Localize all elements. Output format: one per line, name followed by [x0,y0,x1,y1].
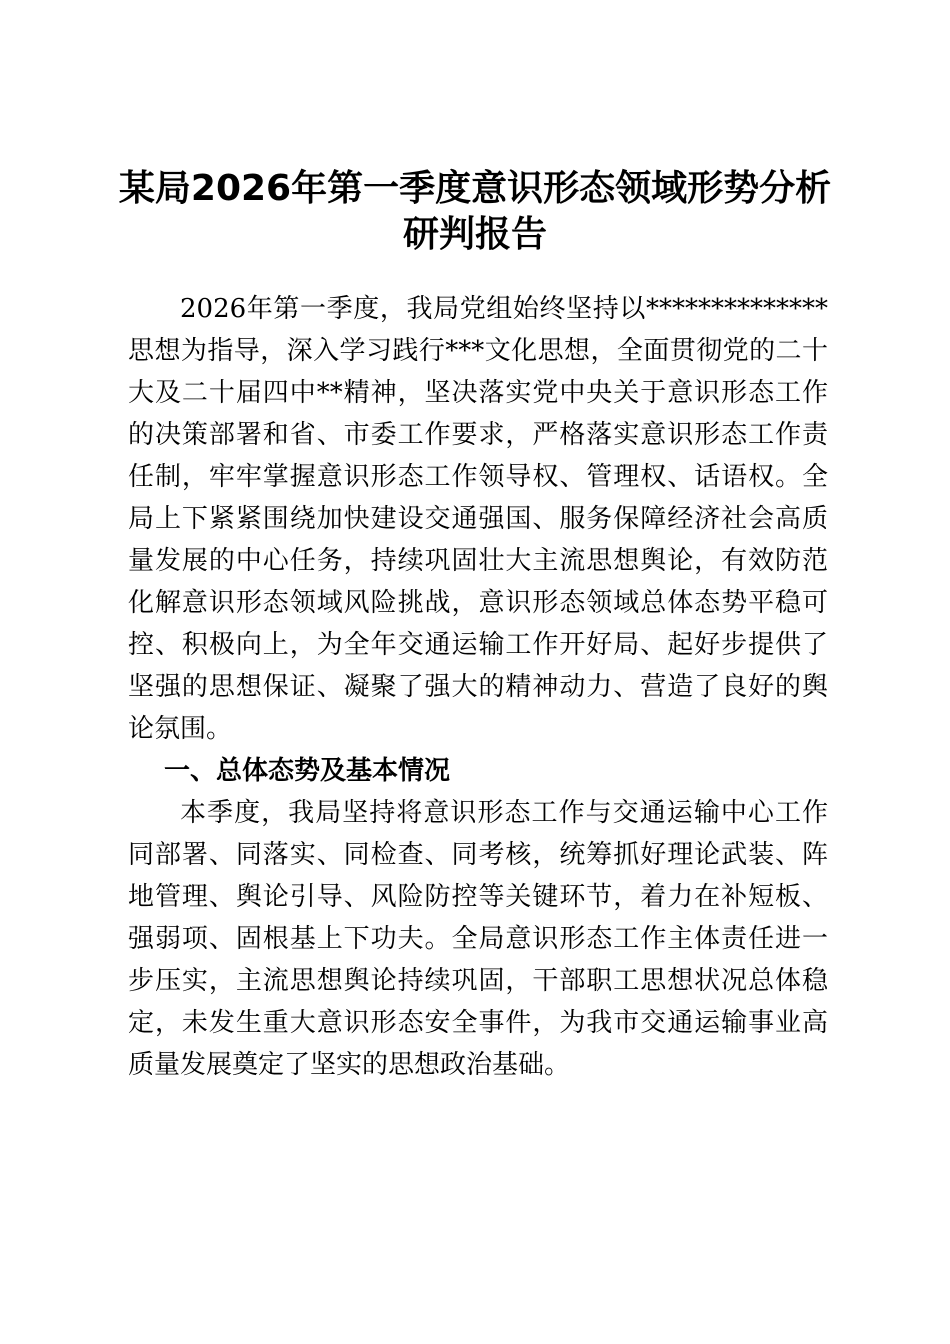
section-paragraph: 本季度，我局坚持将意识形态工作与交通运输中心工作同部署、同落实、同检查、同考核，统筹抓好理论武装、阵地管理、舆论引导、风险防控等关键环节，着力在补短板、强弱项、固根基上下功夫。全局意识形态工作主体责任进一步压实，主流思想舆论持续巩固，干部职工思想状况总体稳定，未发生重大意识形态安全事件，为我市交通运输事业高质量发展奠定了坚实的思想政治基础。 [128,798,828,1080]
document-body [128,288,828,1086]
document-title [100,166,850,258]
title-line-1: 某局2026年第一季度意识形态领域形势分析 [118,168,832,209]
title-line-2: 研判报告 [402,214,547,255]
section-heading: 一、总体态势及基本情况 [164,756,451,786]
intro-paragraph: 2026年第一季度，我局党组始终坚持以**************思想为指导，深入学习践行***文化思想，全面贯彻党的二十大及二十届四中**精神，坚决落实党中央关于意识形态工作的决策部署和省、市委工作要求，严格落实意识形态工作责任制，牢牢掌握意识形态工作领导权、管理权、话语权。全局上下紧紧围绕加快建设交通强国、服务保障经济社会高质量发展的中心任务，持续巩固壮大主流思想舆论，有效防范化解意识形态领域风险挑战，意识形态领域总体态势平稳可控、积极向上，为全年交通运输工作开好局、起好步提供了坚强的思想保证、凝聚了强大的精神动力、营造了良好的舆论氛围。 [128,294,828,744]
